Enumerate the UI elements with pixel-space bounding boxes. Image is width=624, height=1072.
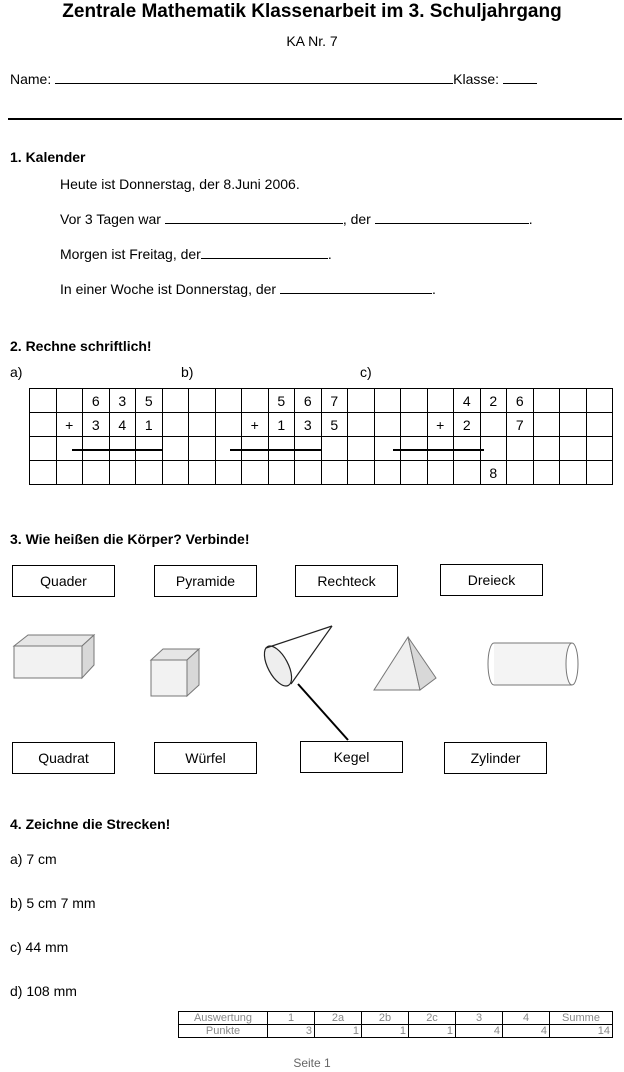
grid-cell[interactable] [560,437,587,461]
grid-cell[interactable] [480,413,507,437]
grid-cell[interactable] [189,461,216,485]
grid-cell[interactable] [401,389,428,413]
grid-cell[interactable]: 7 [321,389,348,413]
grid-cell[interactable] [189,413,216,437]
grid-cell[interactable] [136,461,163,485]
grid-cell[interactable] [586,389,613,413]
class-field[interactable] [503,70,537,84]
grid-cell[interactable] [56,389,83,413]
grid-cell[interactable] [348,461,375,485]
grid-cell[interactable] [533,389,560,413]
grid-cell[interactable]: 5 [321,413,348,437]
grid-cell[interactable] [533,437,560,461]
page-number: Seite 1 [293,1056,331,1070]
task1-line2-text: Vor 3 Tagen war [60,211,161,227]
score-header-cell: 2a [315,1012,362,1025]
task3-heading: 3. Wie heißen die Körper? Verbinde! [10,531,250,547]
grid-cell[interactable] [30,389,57,413]
score-header-cell: 3 [456,1012,503,1025]
task4-item-d: d) 108 mm [10,983,77,999]
score-points-cell: 1 [315,1025,362,1038]
grid-cell[interactable]: 2 [480,389,507,413]
grid-cell[interactable] [427,389,454,413]
grid-cell[interactable] [162,437,189,461]
grid-cell[interactable]: + [427,413,454,437]
page-subtitle: KA Nr. 7 [286,33,338,49]
task4-item-a: a) 7 cm [10,851,57,867]
answer-field-date1[interactable] [375,210,529,224]
score-points-cell: 1 [409,1025,456,1038]
grid-cell[interactable] [321,437,348,461]
word-box-wuerfel[interactable]: Würfel [154,742,257,774]
task1-line3 [60,245,332,263]
class-label: Klasse: [453,71,500,87]
score-points-cell: 1 [362,1025,409,1038]
grid-cell[interactable] [348,437,375,461]
grid-cell[interactable] [162,413,189,437]
grid-cell[interactable] [533,413,560,437]
grid-cell[interactable]: 5 [136,389,163,413]
name-row [10,70,537,88]
task1-line4 [60,280,436,298]
grid-cell[interactable] [189,389,216,413]
score-points-cell: 14 [550,1025,613,1038]
answer-field-date3[interactable] [280,280,432,294]
label-c: c) [360,364,372,380]
grid-cell[interactable] [560,389,587,413]
task1-line1: Heute ist Donnerstag, der 8.Juni 2006. [60,176,300,192]
task1-line2 [60,210,533,228]
grid-cell[interactable] [454,461,481,485]
grid-cell[interactable]: 6 [83,389,110,413]
grid-cell[interactable] [189,437,216,461]
name-label: Name: [10,71,52,87]
grid-cell[interactable] [162,461,189,485]
grid-cell[interactable]: 7 [507,413,534,437]
grid-cell[interactable] [30,461,57,485]
sum-line-a [72,449,163,451]
word-box-quadrat[interactable]: Quadrat [12,742,115,774]
grid-cell[interactable] [215,389,242,413]
word-box-dreieck[interactable]: Dreieck [440,564,543,596]
label-a: a) [10,364,23,380]
grid-cell[interactable]: 4 [454,389,481,413]
score-table [178,1011,613,1038]
cuboid-icon[interactable] [10,632,96,680]
answer-field-date2[interactable] [201,245,328,259]
grid-cell[interactable] [560,461,587,485]
grid-cell[interactable] [295,461,322,485]
score-header-cell: 2b [362,1012,409,1025]
grid-cell[interactable] [348,389,375,413]
header-divider [8,118,622,120]
grid-cell[interactable]: 3 [295,413,322,437]
grid-cell[interactable] [374,413,401,437]
grid-row [30,461,613,485]
task1-line2-text2: , der [342,211,371,227]
pyramid-icon[interactable] [370,634,440,694]
task1-line3-end: . [327,246,332,262]
score-header-cell: 1 [268,1012,315,1025]
grid-row [30,389,613,413]
word-box-pyramide[interactable]: Pyramide [154,565,257,597]
grid-cell[interactable] [427,461,454,485]
task1-line4-text: In einer Woche ist Donnerstag, der [60,281,277,297]
grid-cell[interactable]: 3 [109,389,136,413]
sum-line-c [393,449,484,451]
grid-cell[interactable]: + [242,413,269,437]
word-box-rechteck[interactable]: Rechteck [295,565,398,597]
grid-cell[interactable]: + [56,413,83,437]
score-header-row [179,1012,613,1025]
score-points-row [179,1025,613,1038]
grid-cell[interactable] [268,461,295,485]
score-points-cell: Punkte [179,1025,268,1038]
grid-cell[interactable] [30,413,57,437]
grid-cell[interactable] [215,461,242,485]
score-points-cell: 3 [268,1025,315,1038]
grid-cell[interactable]: 1 [136,413,163,437]
grid-row [30,413,613,437]
score-header-cell: 2c [409,1012,456,1025]
grid-cell[interactable] [374,461,401,485]
grid-cell[interactable] [586,461,613,485]
grid-cell[interactable] [507,437,534,461]
grid-cell[interactable] [586,413,613,437]
grid-cell[interactable]: 3 [83,413,110,437]
task1-heading: 1. Kalender [10,149,86,165]
grid-cell[interactable]: 5 [268,389,295,413]
calculation-grid [29,388,613,485]
task4-heading: 4. Zeichne die Strecken! [10,816,171,832]
grid-cell[interactable] [83,461,110,485]
answer-field-weekday[interactable] [165,210,343,224]
grid-cell[interactable]: 6 [295,389,322,413]
task1-line4-end: . [431,281,436,297]
word-box-quader[interactable]: Quader [12,565,115,597]
grid-cell[interactable] [374,389,401,413]
grid-cell[interactable]: 4 [109,413,136,437]
word-box-zylinder[interactable]: Zylinder [444,742,547,774]
grid-cell[interactable] [560,413,587,437]
grid-cell[interactable] [533,461,560,485]
grid-cell[interactable]: 8 [480,461,507,485]
name-field[interactable] [55,70,453,84]
grid-cell[interactable] [30,437,57,461]
cylinder-icon[interactable] [486,640,582,690]
label-b: b) [181,364,194,380]
score-header-cell: Auswertung [179,1012,268,1025]
grid-cell[interactable] [56,461,83,485]
score-points-cell: 4 [456,1025,503,1038]
score-header-cell: Summe [550,1012,613,1025]
connection-line [290,680,360,746]
task4-item-b: b) 5 cm 7 mm [10,895,96,911]
page-title: Zentrale Mathematik Klassenarbeit im 3. Schuljahrgang [62,1,562,22]
score-points-cell: 4 [503,1025,550,1038]
task4-item-c: c) 44 mm [10,939,69,955]
task1-line3-text: Morgen ist Freitag, der [60,246,201,262]
grid-cell[interactable] [321,461,348,485]
grid-cell[interactable] [401,413,428,437]
word-box-kegel[interactable]: Kegel [300,741,403,773]
grid-cell[interactable] [215,413,242,437]
grid-cell[interactable] [401,461,428,485]
grid-cell[interactable] [242,389,269,413]
grid-cell[interactable]: 6 [507,389,534,413]
grid-cell[interactable]: 2 [454,413,481,437]
sum-line-b [230,449,322,451]
grid-cell[interactable] [109,461,136,485]
task2-heading: 2. Rechne schriftlich! [10,338,152,354]
grid-cell[interactable]: 1 [268,413,295,437]
grid-cell[interactable] [348,413,375,437]
grid-cell[interactable] [507,461,534,485]
cube-icon[interactable] [148,646,202,698]
score-header-cell: 4 [503,1012,550,1025]
grid-cell[interactable] [162,389,189,413]
task1-line2-end: . [528,211,533,227]
grid-cell[interactable] [586,437,613,461]
grid-cell[interactable] [242,461,269,485]
